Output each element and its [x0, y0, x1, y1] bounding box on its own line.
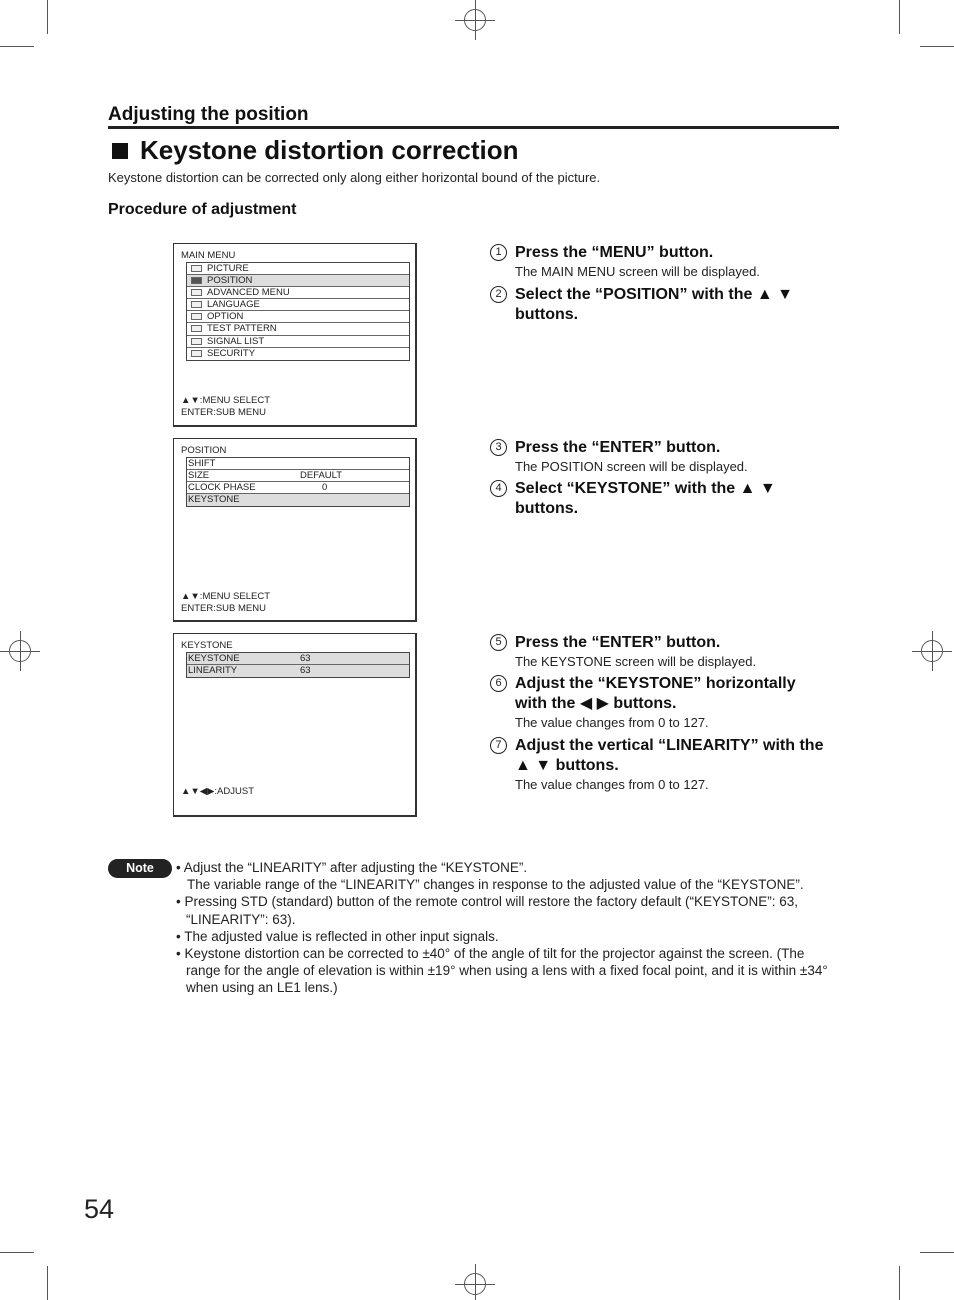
note-item-continued: The variable range of the “LINEARITY” changes in response to the adjusted value of the “KEYSTONE”. — [187, 877, 804, 893]
step-description: The MAIN MENU screen will be displayed. — [515, 264, 760, 279]
menu-item-picture[interactable]: PICTURE — [187, 263, 409, 275]
note-badge: Note — [108, 859, 172, 878]
step-2 — [490, 285, 840, 325]
crop-mark — [899, 0, 900, 34]
osd-title: KEYSTONE — [181, 640, 233, 651]
position-item-shift[interactable]: SHIFT — [187, 458, 409, 470]
osd-footer: ENTER:SUB MENU — [181, 603, 266, 614]
step-number: 1 — [490, 244, 507, 261]
option-icon — [191, 313, 202, 320]
menu-item-signal-list[interactable]: SIGNAL LIST — [187, 336, 409, 348]
step-5 — [490, 633, 840, 671]
osd-footer: ▲▼:MENU SELECT — [181, 395, 271, 406]
position-list — [186, 457, 410, 507]
step-description: The value changes from 0 to 127. — [515, 715, 709, 730]
crop-mark — [0, 46, 34, 47]
osd-footer: ▲▼◀▶:ADJUST — [181, 786, 255, 797]
keystone-item-keystone[interactable]: KEYSTONE 63 — [187, 653, 409, 665]
crop-mark — [899, 1266, 900, 1300]
section-title: Adjusting the position — [108, 104, 309, 125]
step-number: 3 — [490, 439, 507, 456]
keystone-list — [186, 652, 410, 678]
position-item-keystone[interactable]: KEYSTONE — [187, 494, 409, 506]
menu-item-option[interactable]: OPTION — [187, 311, 409, 323]
crop-mark — [0, 1252, 34, 1253]
step-heading: Adjust the “KEYSTONE” horizontally with the ◀ ▶ buttons. — [515, 675, 796, 712]
osd-main-menu — [173, 243, 417, 427]
menu-item-position[interactable]: POSITION — [187, 275, 409, 287]
intro-text: Keystone distortion can be corrected only along either horizontal bound of the picture. — [108, 170, 601, 185]
menu-item-security[interactable]: SECURITY — [187, 348, 409, 360]
step-description: The POSITION screen will be displayed. — [515, 459, 748, 474]
step-number: 6 — [490, 675, 507, 692]
keystone-item-linearity[interactable]: LINEARITY 63 — [187, 665, 409, 677]
crop-mark — [47, 1266, 48, 1300]
step-description: The value changes from 0 to 127. — [515, 777, 709, 792]
step-number: 2 — [490, 286, 507, 303]
osd-keystone — [173, 633, 417, 817]
crop-mark — [47, 0, 48, 34]
step-heading: Select “KEYSTONE” with the ▲ ▼ buttons. — [515, 480, 776, 517]
menu-item-test-pattern[interactable]: TEST PATTERN — [187, 323, 409, 335]
position-item-size[interactable]: SIZE DEFAULT — [187, 470, 409, 482]
step-1 — [490, 243, 840, 281]
step-heading: Select the “POSITION” with the ▲ ▼ buttons. — [515, 286, 793, 323]
step-number: 4 — [490, 480, 507, 497]
menu-item-advanced-menu[interactable]: ADVANCED MENU — [187, 287, 409, 299]
step-number: 5 — [490, 634, 507, 651]
osd-position — [173, 438, 417, 622]
note-list — [176, 859, 840, 997]
square-bullet-icon — [112, 143, 128, 159]
osd-title: POSITION — [181, 445, 227, 456]
step-6 — [490, 674, 840, 732]
note-item: • Pressing STD (standard) button of the remote control will restore the factory default (“KEYSTONE”: 63, “LINEARITY”: 63). — [176, 894, 798, 927]
page-title-text: Keystone distortion correction — [140, 135, 519, 165]
note-item: • Adjust the “LINEARITY” after adjusting the “KEYSTONE”. — [176, 860, 528, 875]
procedure-heading: Procedure of adjustment — [108, 201, 297, 218]
page-number: 54 — [84, 1194, 115, 1224]
menu-list — [186, 262, 410, 361]
step-heading: Press the “MENU” button. — [515, 244, 714, 261]
step-heading: Press the “ENTER” button. — [515, 439, 721, 456]
wrench-icon — [191, 289, 202, 296]
crop-mark — [920, 46, 954, 47]
step-heading: Press the “ENTER” button. — [515, 634, 721, 651]
step-7 — [490, 736, 840, 794]
step-description: The KEYSTONE screen will be displayed. — [515, 654, 757, 669]
step-4 — [490, 479, 840, 519]
menu-item-language[interactable]: LANGUAGE — [187, 299, 409, 311]
section-rule — [108, 126, 839, 129]
note-item: • Keystone distortion can be corrected to ±40° of the angle of tilt for the projector against the screen. (The range for the angle of elevation is within ±19° when using a lens with a fixed focal point, and it is within ±34° when using an LE1 lens.) — [176, 946, 828, 996]
registration-mark-right — [912, 631, 952, 671]
step-3 — [490, 438, 840, 476]
picture-icon — [191, 265, 202, 272]
registration-mark-bottom — [455, 1264, 495, 1300]
crop-mark — [920, 1252, 954, 1253]
position-item-clock-phase[interactable]: CLOCK PHASE 0 — [187, 482, 409, 494]
test-pattern-icon — [191, 325, 202, 332]
osd-footer: ENTER:SUB MENU — [181, 407, 266, 418]
step-heading: Adjust the vertical “LINEARITY” with the ▲ ▼ buttons. — [515, 737, 824, 774]
step-number: 7 — [490, 737, 507, 754]
osd-title: MAIN MENU — [181, 250, 236, 261]
position-icon — [191, 277, 202, 284]
registration-mark-top — [455, 0, 495, 40]
signal-list-icon — [191, 338, 202, 345]
language-icon — [191, 301, 202, 308]
note-item: • The adjusted value is reflected in other input signals. — [176, 928, 499, 944]
registration-mark-left — [0, 631, 40, 671]
lock-icon — [191, 350, 202, 357]
osd-footer: ▲▼:MENU SELECT — [181, 591, 271, 602]
page-title — [108, 135, 519, 166]
